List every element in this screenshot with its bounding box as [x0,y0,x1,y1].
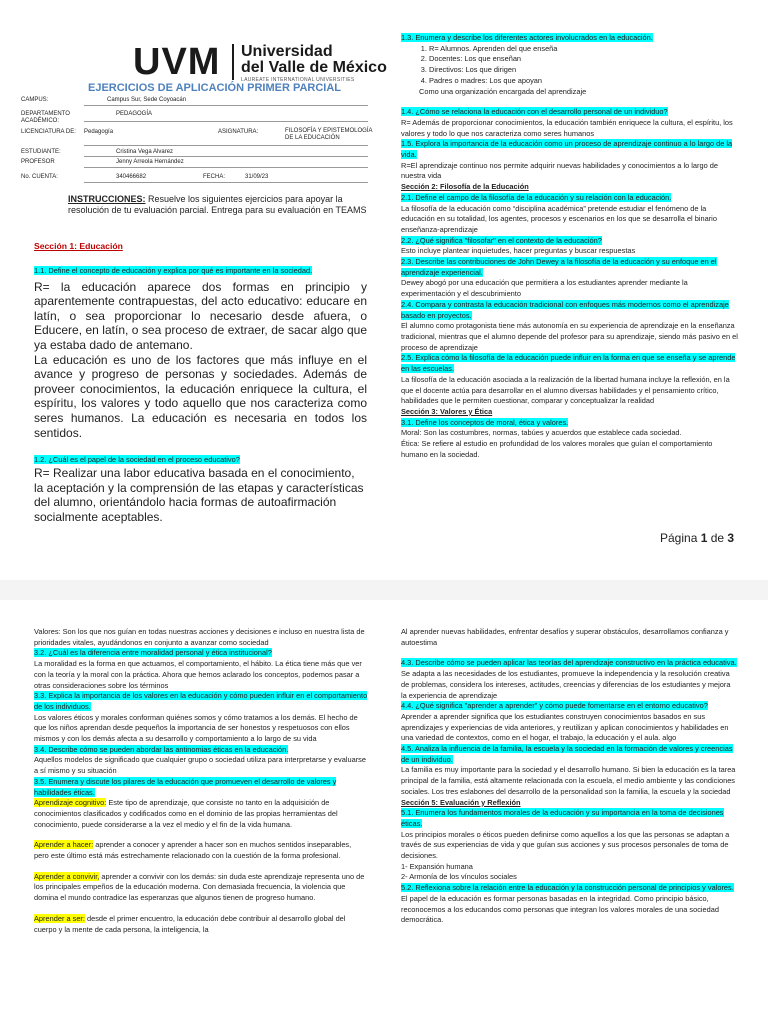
answer-2-1: La filosofía de la educación como “disciplina académica” pretende estudiar el fenómeno de la educación en su totalidad, los agentes, procesos y escenarios en los que se desarrolla el binario enseñanza-aprendizaje [401,203,717,234]
estudiante-label: ESTUDIANTE: [21,149,61,155]
fecha-value: 31/09/23 [245,174,269,180]
answer-3-4: Aquellos modelos de significado que cualquier grupo o sociedad utiliza para interpretarse y evaluarse a sí mismo y su situación [34,755,366,776]
instructions-label: INSTRUCCIONES: [68,194,146,204]
profesor-value: Jenny Arreola Hernández [116,159,184,165]
cuenta-value: 340466682 [116,174,147,180]
logo-divider [232,44,234,80]
question-1-3: 1.3. Enumera y describe los diferentes actores involucrados en la educación. [401,33,653,42]
profesor-label: PROFESOR [21,159,55,165]
answer-5-1-item: 2- Armonía de los vínculos sociales [401,872,517,882]
profesor-underline [84,167,368,168]
answer-3-1c: Valores: Son los que nos guían en todas nuestras acciones y decisiones e incluso en nuestra lista de prioridades vitales, ayudándonos en conjunto a avanzar como sociedad [34,627,365,647]
estudiante-underline [84,156,368,157]
cuenta-underline [84,182,368,183]
instructions [68,194,368,216]
question-1-1: 1.1. Define el concepto de educación y explica por qué es importante en la sociedad. [34,266,313,275]
asignatura-value: FILOSOFÍA Y EPISTEMOLOGÍA DE LA EDUCACIÓN [285,128,373,141]
answer-5-1-item: 1- Expansión humana [401,861,473,871]
page2-left-column [34,627,368,935]
answer-2-5: La filosofía de la educación asociada a la realización de la libertad humana incluye la reflexión, en la que el docente actúa para desarrollar en el alumno diversas habilidades y el pensamiento crítico, habilidades que le permiten cuestionar, comparar y conceptualizar la realidad [401,374,730,406]
question-2-1: 2.1. Define el campo de la filosofía de la educación y su relación con la educación. [401,192,672,202]
question-5-1: 5.1. Enumera los fundamentos morales de la educación y su importancia en la toma de decisiones éticas. [401,808,724,828]
question-3-1: 3.1. Define los conceptos de moral, ética y valores. [401,417,569,427]
answer-4-5: La familia es muy importante para la sociedad y el desarrollo humano. Si bien la educación es la tarea principal de la familia, está altamente relacionada con la escuela, el medio ambiente y las condiciones sociales. Los tres eslabones del desarrollo de la personalidad son la familia, la escuela y la sociedad [401,765,736,796]
answer-4-3: Se adapta a las necesidades de los estudiantes, promueve la independencia y la resolución creativa de problemas, considera los intereses, actitudes, creencias y diferencias de los estudiantes y mejora la experiencia de aprendizaje [401,669,731,700]
departamento-label: DEPARTAMENTO ACADÉMICO: [21,111,70,124]
departamento-underline [84,121,368,122]
question-2-2: 2.2. ¿Qué significa "filosofar" en el contexto de la educación? [401,235,602,245]
question-4-5: 4.5. Analiza la influencia de la familia, la escuela y la sociedad en la formación de valores y creencias de un individuo. [401,744,733,764]
question-5-2: 5.2. Reflexiona sobre la relación entre la educación y la construcción personal de principios y valores. [401,883,734,893]
list-item: 1. R= Alumnos. Aprenden del que enseña [429,44,741,55]
answer-5-2: El papel de la educación es formar personas basadas en la integridad. Como principio básico, reconocemos a los educandos como personas que integran los valores morales de una sociedad democrática. [401,893,719,925]
page1-right-column [401,33,741,460]
pillar-hacer: Aprender a hacer: aprender a conocer y aprender a hacer son en muchos sentidos inseparables, pero este último está más estrechamente relacionado con la cuestión de la forma profesional. [34,840,352,861]
asignatura-label: ASIGNATURA: [218,129,259,135]
question-3-3: 3.3. Explica la importancia de los valores en la educación y cómo pueden influir en el comportamiento de los individuos. [34,691,368,711]
section-3-heading: Sección 3: Valores y Ética [401,406,493,416]
section-5-heading: Sección 5: Evaluación y Reflexión [401,797,521,807]
pillar-convivir: Aprender a convivir, aprender a convivir con los demás: sin duda este aprendizaje representa uno de los principales empeños de la educación moderna. Con demasiada frecuencia, la violencia que domina el mundo contradice las esperanzas que algunos tienen de progreso humano. [34,871,365,903]
uvm-logo [133,41,387,83]
pillar-ser: Aprender a ser: desde el primer encuentro, la educación debe contribuir al desarrollo global del cuerpo y la mente de cada persona, la inteligencia, la [34,913,346,934]
page1-left-column [34,241,367,524]
campus-underline [84,105,368,106]
answer-2-4: El alumno como protagonista tiene más autonomía en su experiencia de aprendizaje en la enseñanza tradicional, mientras que el alumno depende del profesor para su aprendizaje, siendo más pasivo en el proceso de aprendizaje [401,321,738,352]
answer-3-1b: Ética: Se refiere al estudio en profundidad de los valores morales que guían el comportamiento humano en la sociedad. [401,439,713,459]
section-1-heading: Sección 1: Educación [34,241,123,251]
actors-list-note: Como una organización encargada del aprendizaje [419,86,587,96]
question-2-5: 2.5. Explica cómo la filosofía de la educación puede influir en la forma en que se enseña y se aprende en las escuelas. [401,353,736,374]
question-1-5: 1.5. Explora la importancia de la educación como un proceso de aprendizaje continuo a lo largo de la vida. [401,139,733,160]
cuenta-label: No. CUENTA: [21,174,58,180]
departamento-value: PEDAGOGÍA [116,111,153,117]
licenciatura-underline [84,145,368,146]
exercise-title: EJERCICIOS DE APLICACIÓN PRIMER PARCIAL [88,82,342,94]
question-2-3: 2.3. Describe las contribuciones de John Dewey a la filosofía de la educación y su enfoque en el aprendizaje experiencial. [401,257,717,277]
laureate-tagline: LAUREATE INTERNATIONAL UNIVERSITIES [241,77,355,83]
answer-3-2: La moralidad es la forma en que actuamos, el comportamiento, el hábito. La ética tiene más que ver con la teoría y la moral con la práctica. Ahora que hemos aclarado los conceptos, podemos pasar a otras consideraciones sobre los términos [34,659,362,690]
page-number: Página 1 de 3 [660,531,735,545]
answer-2-2: Esto incluye plantear inquietudes, hacer preguntas y buscar respuestas [401,246,636,256]
actors-list [401,44,741,87]
fecha-label: FECHA: [203,174,226,180]
question-3-2: 3.2. ¿Cuál es la diferencia entre moralidad personal y ética institucional? [34,648,272,658]
answer-4-2-continued: Al aprender nuevas habilidades, enfrentar desafíos y superar obstáculos, desarrollamos confianza y autoestima [401,627,729,647]
answer-3-3: Los valores éticos y morales conforman quiénes somos y cómo tratamos a los demás. El hecho de que los niños aprendan desde pequeños la importancia de ser honestos y respetuosos con ellos mismos y con los demás afecta a su desarrollo y comportamiento a lo largo de su vida [34,712,358,744]
campus-value: Campus Sur, Sede Coyoacán [107,97,187,103]
list-item: 2. Docentes: Los que enseñan [429,54,741,65]
answer-5-1: Los principios morales o éticos pueden definirse como aquellos a los que las personas se adaptan a través de sus experiencias de vida y que guían sus acciones y sus procesos personales de toma de decisiones. [401,829,730,861]
pillar-cognitivo: Aprendizaje cognitivo: Este tipo de aprendizaje, que consiste no tanto en la adquisición de conocimientos clasificados y codificados como en el dominio de las propias herramientas del conocimiento, puede considerarse a la vez el medio y el fin de la vida humana. [34,798,338,829]
instructions-text: Resuelve los siguientes ejercicios para apoyar la resolución de tu evaluación parcial. Entrega para su evaluación en TEAMS [68,194,367,215]
answer-1-1a: R= la educación aparece dos formas en principio y aparentemente contrapuestas, del acto educativo: educare en latín, o sea proporcionar lo necesario desde afuera, o Educere, en latín, o sea proceso de extraer, de sacar algo que ya estaba dado de antemano. [34,279,367,353]
question-3-5: 3.5. Enumera y discute los pilares de la educación que promueven el desarrollo de valores y habilidades éticas. [34,776,337,797]
list-item: 3. Directivos: Los que dirigen [429,65,741,76]
page2-right-column [401,627,737,926]
university-name-line1: Universidad [241,43,333,60]
question-1-4: 1.4. ¿Cómo se relaciona la educación con el desarrollo personal de un individuo? [401,107,668,117]
licenciatura-label: LICENCIATURA DE: [21,129,76,135]
campus-label: CAMPUS: [21,97,49,103]
question-4-3: 4.3. Describe cómo se pueden aplicar las teorías del aprendizaje constructivo en la práctica educativa. [401,658,737,668]
estudiante-value: Cristina Vega Alvarez [116,149,174,155]
licenciatura-value: Pedagogía [84,129,114,135]
section-2-heading: Sección 2: Filosofía de la Educación [401,182,529,192]
university-name-line2: del Valle de México [241,59,387,76]
answer-4-4: Aprender a aprender significa que los estudiantes construyen conocimientos basados en sus aprendizajes y experiencias de vida anteriores, y reutilizan y aplican conocimientos y habilidades en una variedad de contextos, como en el hogar, el trabajo, la educación y el aula. algo [401,711,729,743]
list-item: 4. Padres o madres: Los que apoyan [429,76,741,87]
question-3-4: 3.4. Describe cómo se pueden abordar las antinomias éticas en la educación. [34,744,289,754]
document-page-2 [0,600,768,1024]
answer-2-3: Dewey abogó por una educación que permitiera a los estudiantes aprender mediante la experimentación y el descubrimiento [401,278,688,299]
question-4-4: 4.4. ¿Qué significa "aprender a aprender" y cómo puede fomentarse en el entorno educativo? [401,701,708,711]
answer-1-2: R= Realizar una labor educativa basada en el conocimiento, la aceptación y la comprensión de las etapas y características del alumno, orientándolo hacia formas de autoafirmación socialmente aceptables. [34,465,364,524]
question-2-4: 2.4. Compara y contrasta la educación tradicional con enfoques más modernos como el aprendizaje basado en proyectos. [401,299,729,320]
page-gap [0,580,768,600]
answer-1-4: R= Además de proporcionar conocimientos, la educación también enriquece la cultura, el espíritu, los valores y todo lo que nos caracteriza como seres humanos [401,117,733,138]
logo-text: UVM [133,41,221,83]
answer-3-1a: Moral: Son las costumbres, normas, tabúes y acuerdos que establece cada sociedad. [401,428,682,438]
question-1-2: 1.2. ¿Cuál es el papel de la sociedad en el proceso educativo? [34,455,240,465]
answer-1-5: R=El aprendizaje continuo nos permite adquirir nuevas habilidades y conocimientos a lo largo de nuestra vida [401,160,718,181]
answer-1-1b: La educación es uno de los factores que más influye en el avance y progreso de personas y sociedades. Además de proveer conocimientos, la educación enriquece la cultura, el espíritu, los valores y todo aquello que nos caracteriza como seres humanos. La educación es necesaria en todos los sentidos. [34,352,367,440]
